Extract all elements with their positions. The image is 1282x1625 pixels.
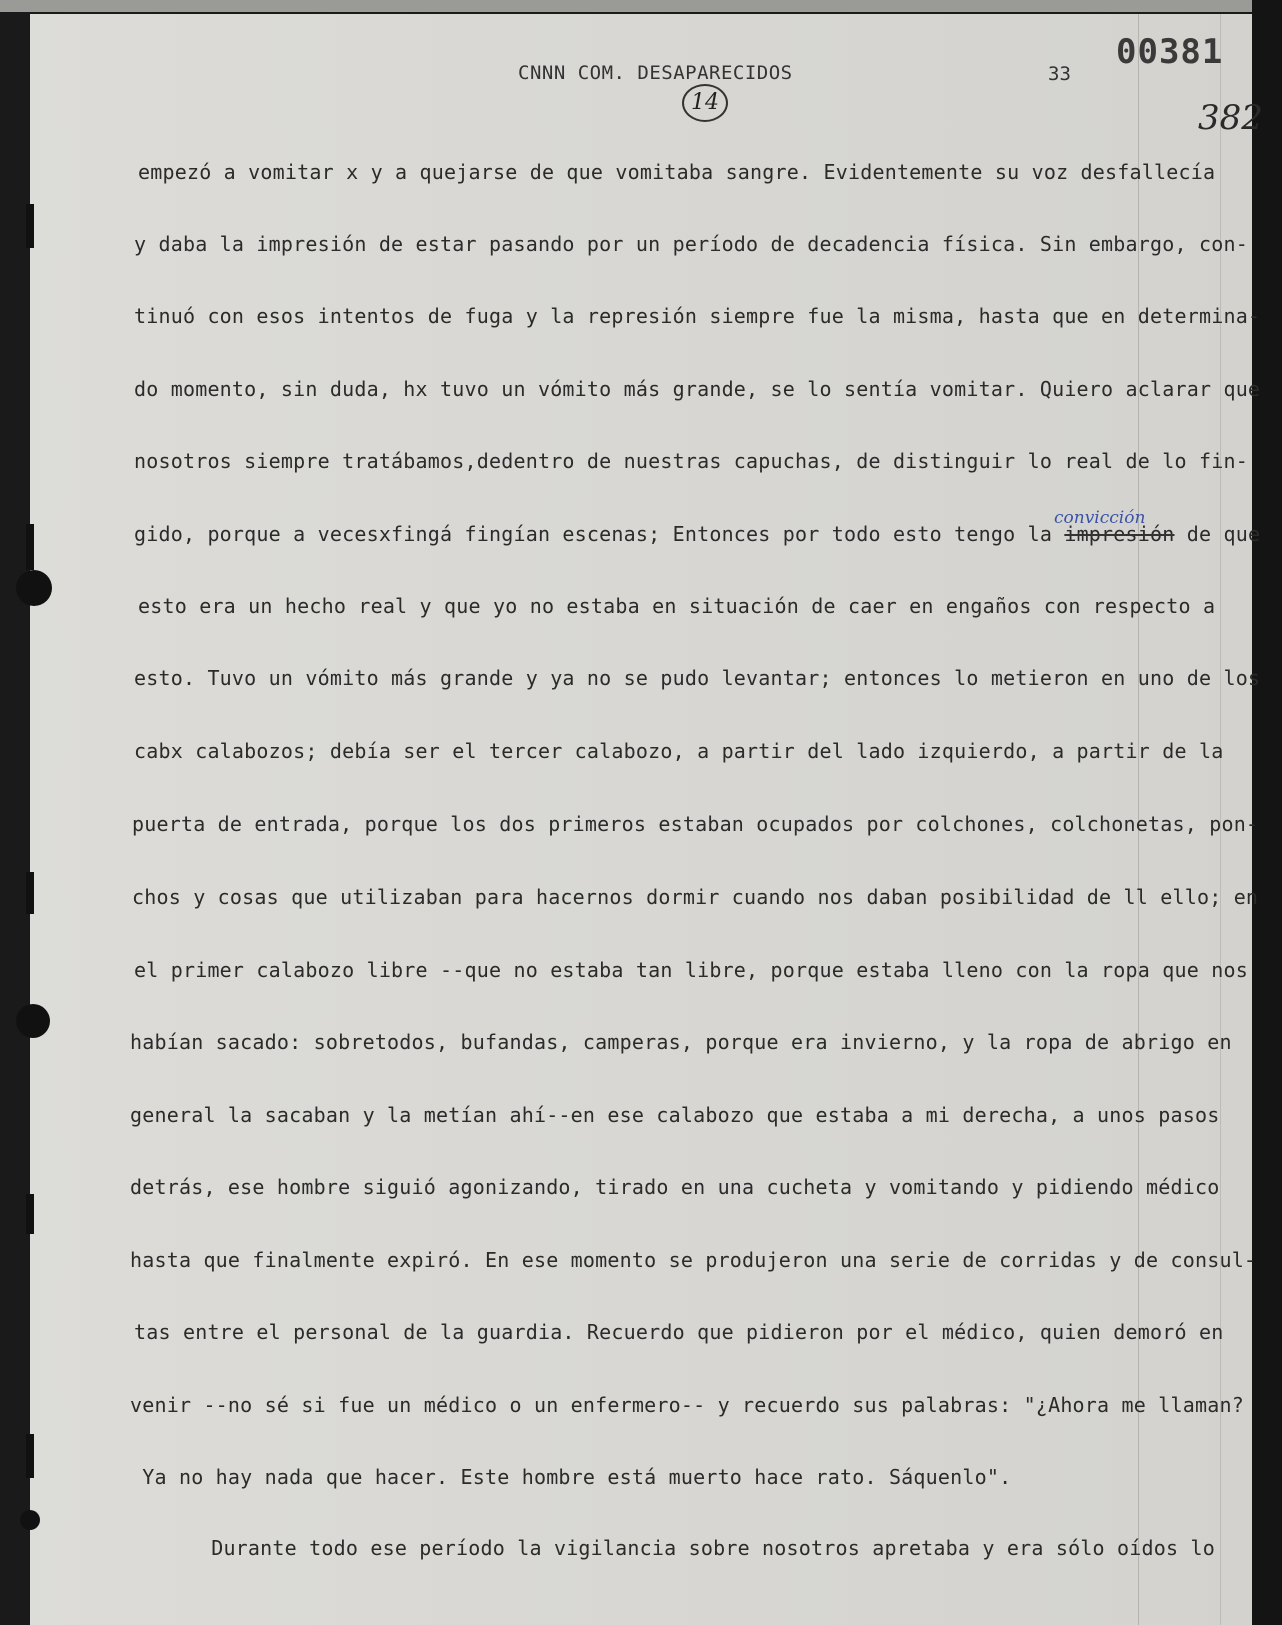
handwritten-circled-number: 14 [682,84,728,122]
text-line: chos y cosas que utilizaban para hacernos dormir cuando nos daban posibilidad de ll ello; en [132,885,1259,909]
edge-mark [26,1434,34,1478]
text-line: habían sacado: sobretodos, bufandas, camperas, porque era invierno, y la ropa de abrigo en [130,1030,1232,1054]
text-line: venir --no sé si fue un médico o un enfermero-- y recuerdo sus palabras: "¿Ahora me llaman? [130,1393,1244,1417]
handwritten-correction: convicción [1054,508,1146,528]
handwritten-folio-number: 382 [1198,98,1263,138]
text-line: general la sacaban y la metían ahí--en ese calabozo que estaba a mi derecha, a unos pasos [130,1103,1220,1127]
scan-top-edge [0,0,1282,12]
punch-hole-icon [16,1004,50,1038]
text-line: nosotros siempre tratábamos,dedentro de nuestras capuchas, de distinguir lo real de lo fin- [134,449,1248,473]
text-line: Durante todo ese período la vigilancia sobre nosotros apretaba y era sólo oídos lo [150,1536,1215,1560]
text-line: do momento, sin duda, hx tuvo un vómito más grande, se lo sentía vomitar. Quiero aclarar que [134,377,1261,401]
text-line: empezó a vomitar x y a quejarse de que vomitaba sangre. Evidentemente su voz desfallecía [138,160,1216,184]
edge-mark [26,872,34,914]
text-line: puerta de entrada, porque los dos primeros estaban ocupados por colchones, colchonetas, pon- [132,812,1259,836]
text-segment: de que [1174,522,1261,546]
text-line: tas entre el personal de la guardia. Recuerdo que pidieron por el médico, quien demoró en [134,1320,1224,1344]
edge-mark [26,204,34,248]
text-line-with-strike [134,522,1260,546]
stamp-folio-number: 00381 [1116,32,1224,72]
page-number: 33 [1048,63,1071,85]
punch-hole-icon [16,570,52,606]
text-line: esto. Tuvo un vómito más grande y ya no se pudo levantar; entonces lo metieron en uno de los [134,666,1261,690]
text-line: detrás, ese hombre siguió agonizando, tirado en una cucheta y vomitando y pidiendo médico [130,1175,1220,1199]
edge-mark [26,1194,34,1234]
edge-mark [26,524,34,570]
text-line: el primer calabozo libre --que no estaba tan libre, porque estaba lleno con la ropa que nos [134,958,1248,982]
text-segment: gido, porque a vecesxfingá fingían escenas; Entonces por todo esto tengo la [134,522,1065,546]
text-line: esto era un hecho real y que yo no estaba en situación de caer en engaños con respecto a [138,594,1216,618]
text-line: y daba la impresión de estar pasando por un período de decadencia física. Sin embargo, con- [134,232,1248,256]
text-line: cabx calabozos; debía ser el tercer calabozo, a partir del lado izquierdo, a partir de la [134,739,1224,763]
text-line: tinuó con esos intentos de fuga y la represión siempre fue la misma, hasta que en determina- [134,304,1261,328]
page-header-title: CNNN COM. DESAPARECIDOS [518,62,793,84]
punch-hole-icon [20,1510,40,1530]
text-line: hasta que finalmente expiró. En ese momento se produjeron una serie de corridas y de consul- [130,1248,1257,1272]
document-page [30,14,1263,1625]
text-line: Ya no hay nada que hacer. Este hombre está muerto hace rato. Sáquenlo". [130,1465,1012,1489]
struck-word: impresión [1064,522,1175,546]
